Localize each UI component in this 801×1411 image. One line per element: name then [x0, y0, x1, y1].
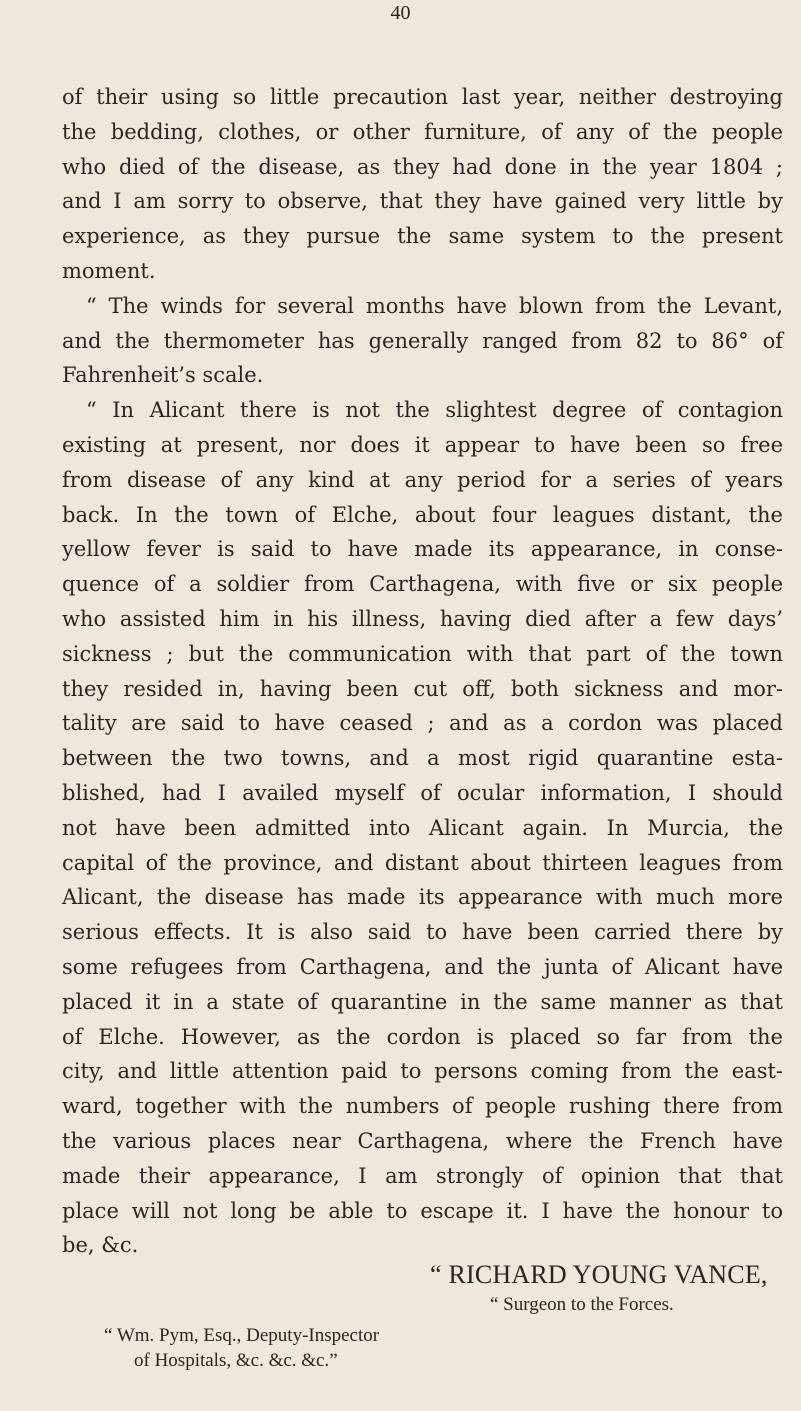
addressee-line-1: “ Wm. Pym, Esq., Deputy-Inspector	[104, 1325, 380, 1346]
text-line: who assisted him in his illness, having died after a few days’	[62, 606, 783, 631]
addressee-line-2: of Hospitals, &c. &c. &c.”	[134, 1350, 338, 1371]
text-line: quence of a soldier from Carthagena, with five or six people	[62, 572, 783, 597]
text-line: Alicant, the disease has made its appearance with much more	[62, 885, 783, 910]
page-number: 40	[390, 2, 411, 24]
text-line: the bedding, clothes, or other furniture, of any of the people	[62, 119, 783, 144]
text-line: blished, had I availed myself of ocular information, I should	[62, 780, 783, 805]
text-line: not have been admitted into Alicant again. In Murcia, the	[62, 815, 783, 840]
text-line: back. In the town of Elche, about four leagues distant, the	[62, 502, 783, 527]
text-line: tality are said to have ceased ; and as a cordon was placed	[62, 711, 783, 736]
text-line: between the two towns, and a most rigid quarantine esta-	[62, 746, 783, 771]
text-line: capital of the province, and distant about thirteen leagues from	[62, 850, 783, 875]
text-line: be, &c.	[62, 1233, 139, 1258]
text-line: moment.	[62, 258, 156, 283]
text-line: Fahrenheit’s scale.	[62, 363, 264, 388]
signature-name: “ RICHARD YOUNG VANCE,	[430, 1260, 768, 1289]
text-line: and I am sorry to observe, that they have gained very little by	[62, 189, 783, 214]
text-line: experience, as they pursue the same system to the present	[62, 224, 783, 249]
text-line: serious effects. It is also said to have been carried there by	[62, 920, 783, 945]
text-line: yellow fever is said to have made its appearance, in conse-	[62, 537, 783, 562]
text-line: some refugees from Carthagena, and the junta of Alicant have	[62, 954, 783, 979]
text-line: from disease of any kind at any period for a series of years	[62, 467, 783, 492]
text-line: made their appearance, I am strongly of opinion that that	[62, 1163, 783, 1188]
text-line: of Elche. However, as the cordon is placed so far from the	[62, 1024, 783, 1049]
text-line: ward, together with the numbers of people rushing there from	[62, 1094, 783, 1119]
text-line: of their using so little precaution last year, neither destroying	[62, 85, 783, 109]
text-line: placed it in a state of quarantine in the same manner as that	[62, 989, 783, 1014]
text-line: they resided in, having been cut off, both sickness and mor-	[62, 676, 783, 701]
text-line: the various places near Carthagena, where the French have	[62, 1128, 783, 1153]
body-text	[62, 80, 783, 1263]
text-line: who died of the disease, as they had done in the year 1804 ;	[62, 154, 783, 179]
text-line: and the thermometer has generally ranged from 82 to 86° of	[62, 328, 783, 353]
signature-title: “ Surgeon to the Forces.	[490, 1294, 674, 1315]
text-line: city, and little attention paid to persons coming from the east-	[62, 1059, 783, 1084]
text-line: existing at present, nor does it appear to have been so free	[62, 432, 783, 457]
text-line: “ The winds for several months have blown from the Levant,	[86, 293, 783, 318]
text-line: “ In Alicant there is not the slightest degree of contagion	[86, 398, 783, 423]
text-line: place will not long be able to escape it. I have the honour to	[62, 1198, 783, 1223]
text-line: sickness ; but the communication with that part of the town	[62, 641, 783, 666]
